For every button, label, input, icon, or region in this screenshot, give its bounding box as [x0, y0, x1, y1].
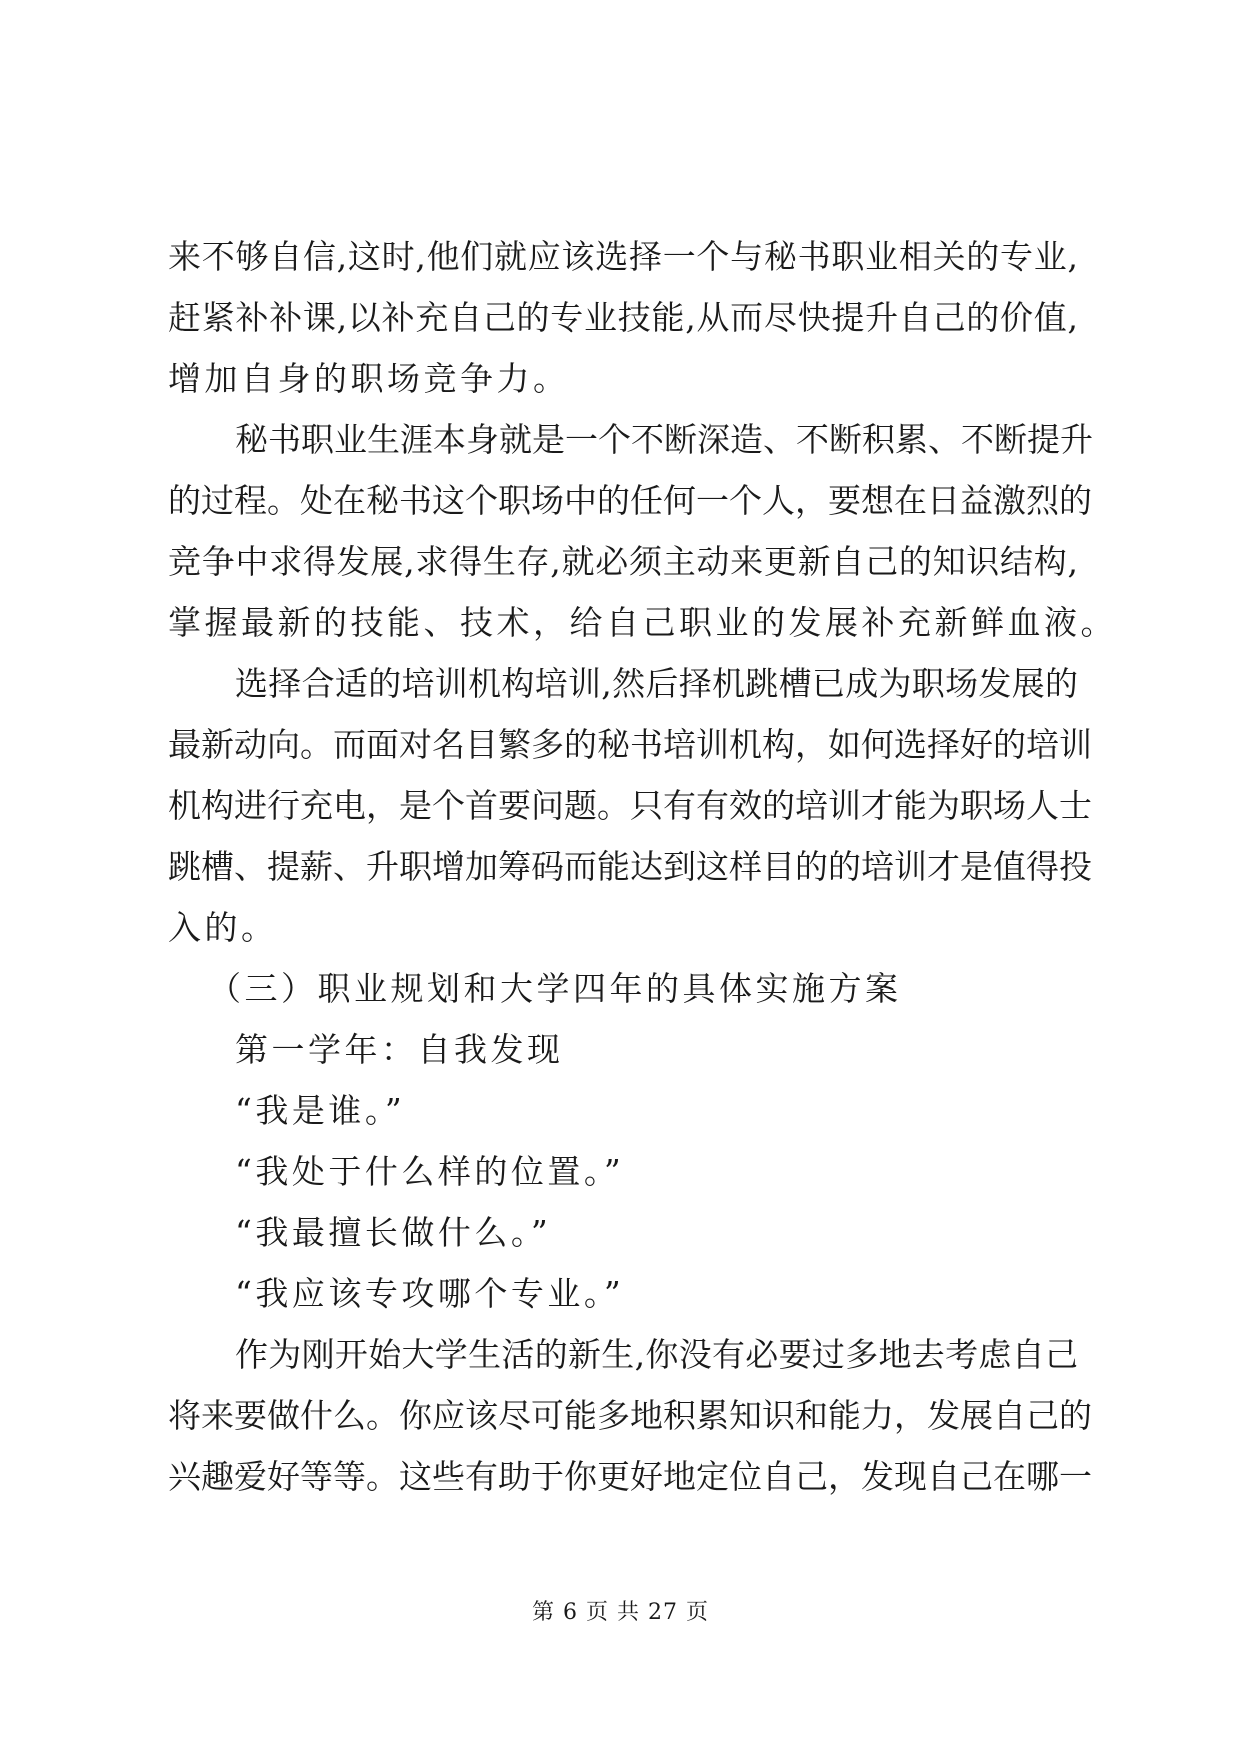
text-line: 入的。: [168, 908, 278, 947]
paragraph-3: [168, 653, 1092, 958]
paragraph-4: [168, 1324, 1092, 1507]
document-body: [168, 226, 1117, 1507]
page-number-footer: 第 6 页 共 27 页: [532, 1600, 709, 1625]
text-line: 作为刚开始大学生活的新生,你没有必要过多地去考虑自己: [235, 1335, 1078, 1374]
paragraph-2: [168, 409, 1117, 653]
question-item: “我是谁。”: [235, 1091, 406, 1130]
paragraph-1: [168, 226, 1078, 409]
text-line: 秘书职业生涯本身就是一个不断深造、不断积累、不断提升: [235, 420, 1093, 459]
text-line: 兴趣爱好等等。这些有助于你更好地定位自己，发现自己在哪一: [168, 1457, 1092, 1496]
text-line: 掌握最新的技能、技术，给自己职业的发展补充新鲜血液。: [168, 603, 1117, 642]
year-one-title: 第一学年：自我发现: [235, 1030, 564, 1069]
question-list: [168, 1080, 1078, 1324]
text-line: 增加自身的职场竞争力。: [168, 359, 570, 398]
question-item: “我处于什么样的位置。”: [235, 1152, 625, 1191]
section-heading: （三）职业规划和大学四年的具体实施方案: [208, 969, 902, 1008]
text-line: 竞争中求得发展,求得生存,就必须主动来更新自己的知识结构,: [168, 542, 1078, 581]
text-line: 机构进行充电，是个首要问题。只有有效的培训才能为职场人士: [168, 786, 1092, 825]
text-line: 最新动向。而面对名目繁多的秘书培训机构，如何选择好的培训: [168, 725, 1092, 764]
text-line: 来不够自信,这时,他们就应该选择一个与秘书职业相关的专业,: [168, 237, 1078, 276]
text-line: 的过程。处在秘书这个职场中的任何一个人，要想在日益激烈的: [168, 481, 1092, 520]
text-line: 赶紧补补课,以补充自己的专业技能,从而尽快提升自己的价值,: [168, 298, 1078, 337]
text-line: 将来要做什么。你应该尽可能多地积累知识和能力，发展自己的: [168, 1396, 1092, 1435]
text-line: 跳槽、提薪、升职增加筹码而能达到这样目的的培训才是值得投: [168, 847, 1092, 886]
question-item: “我最擅长做什么。”: [235, 1213, 552, 1252]
question-item: “我应该专攻哪个专业。”: [235, 1274, 625, 1313]
text-line: 选择合适的培训机构培训,然后择机跳槽已成为职场发展的: [235, 664, 1078, 703]
